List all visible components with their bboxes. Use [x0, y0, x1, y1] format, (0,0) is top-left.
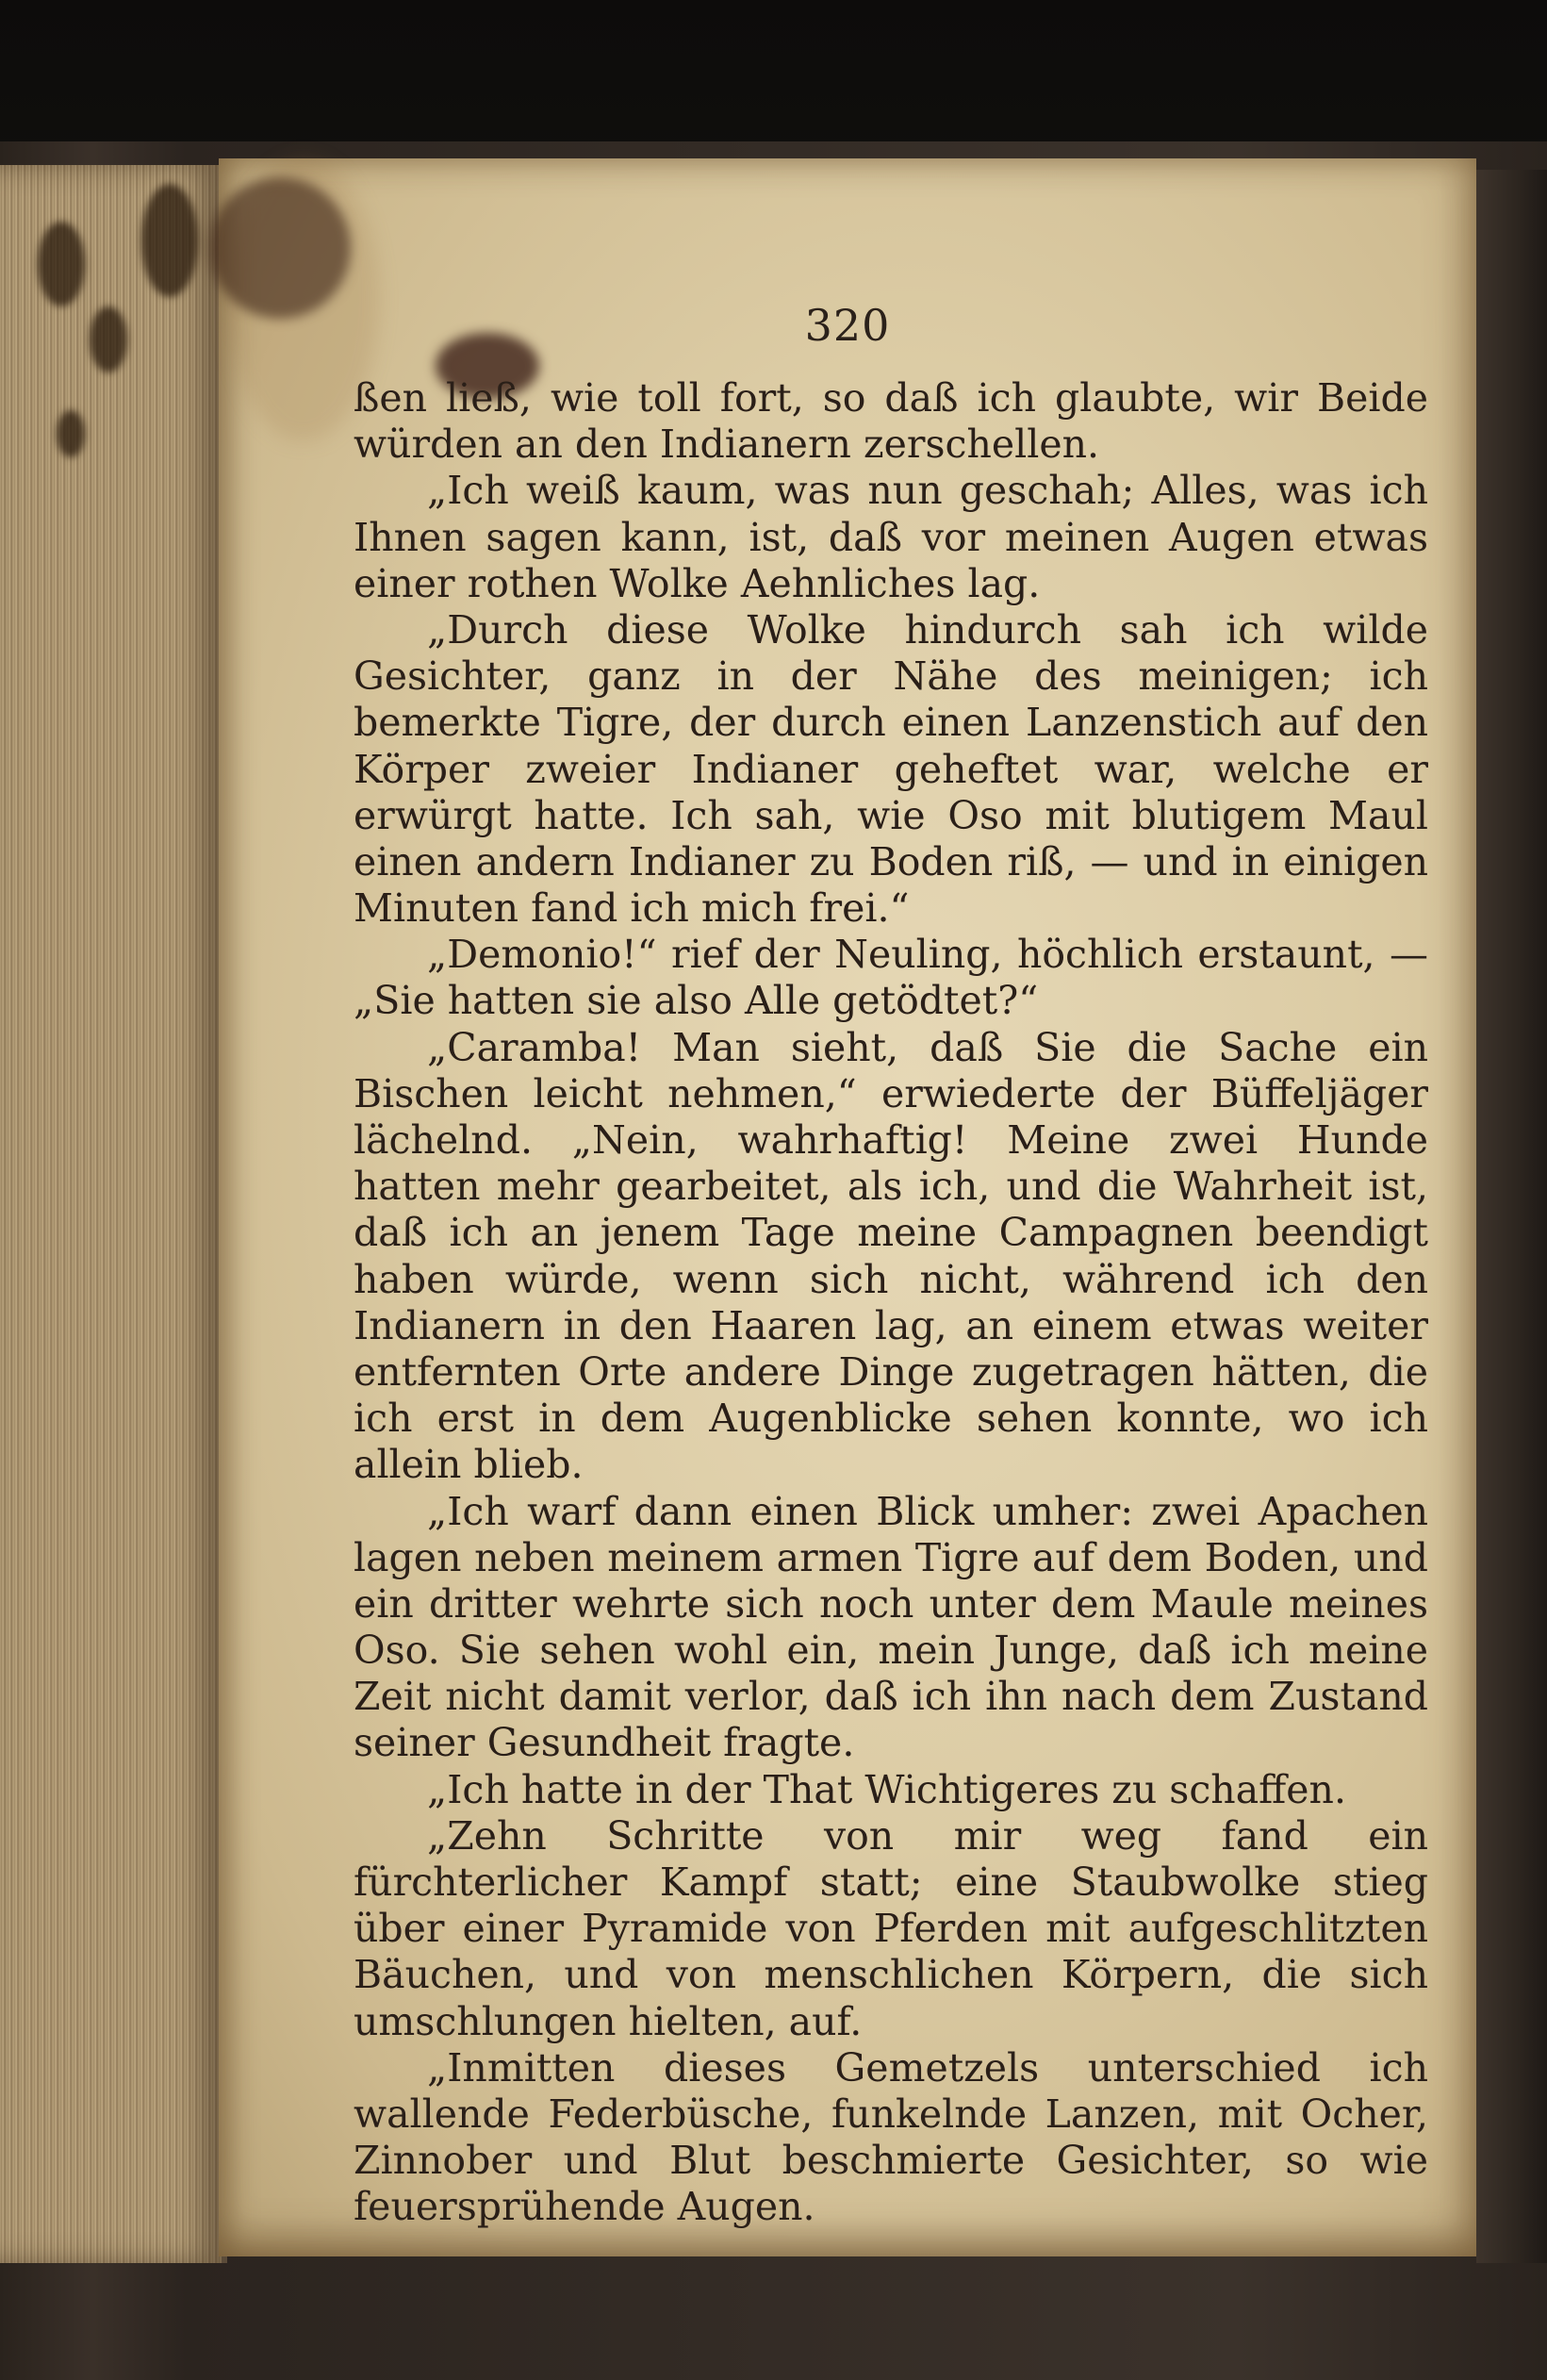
paragraph: „Inmitten dieses Gemetzels unterschied ich wallende Federbüsche, funkelnde Lanzen, mit Ocher, Zinnober und Blut beschmierte Gesichter, so wie feuersprühende Augen. — [354, 2044, 1428, 2230]
edge-stain — [38, 222, 85, 306]
page-edge-stack — [0, 165, 227, 2263]
paragraph: „Caramba! Man sieht, daß Sie die Sache ein Bischen leicht nehmen,“ erwiederte der Büffeljäger lächelnd. „Nein, wahrhaftig! Meine zwei Hunde hatten mehr gearbeitet, als ich, und die Wahrheit ist, daß ich an jenem Tage meine Campagnen beendigt haben würde, wenn sich nicht, während ich den Indianern in den Haaren lag, an einem etwas weiter entfernten Orte andere Dinge zugetragen hätten, die ich erst in dem Augenblicke sehen konnte, wo ich allein blieb. — [354, 1024, 1428, 1488]
paragraph: „Ich hatte in der That Wichtigeres zu schaffen. — [427, 1766, 1346, 1812]
body-text — [354, 375, 1428, 2231]
paragraph: „Ich weiß kaum, was nun geschah; Alles, was ich Ihnen sagen kann, ist, daß vor meinen Augen etwas einer rothen Wolke Aehnliches lag. — [354, 468, 1428, 606]
paragraph: „Demonio!“ rief der Neuling, höchlich erstaunt, — „Sie hatten sie also Alle getödtet?“ — [354, 932, 1428, 1024]
edge-stain — [57, 410, 85, 457]
edge-stain — [141, 184, 198, 297]
paragraph: ßen ließ, wie toll fort, so daß ich glaubte, wir Beide würden an den Indianern zerschellen. — [354, 375, 1428, 468]
book-page — [219, 158, 1476, 2256]
ink-stain — [209, 177, 351, 319]
book-binding-edge — [1476, 170, 1547, 2263]
paragraph: „Ich warf dann einen Blick umher: zwei Apachen lagen neben meinem armen Tigre auf dem Boden, und ein dritter wehrte sich noch unter dem Maule meines Oso. Sie sehen wohl ein, mein Junge, daß ich meine Zeit nicht damit verlor, daß ich ihn nach dem Zustand seiner Gesundheit fragte. — [354, 1488, 1428, 1766]
paragraph: „Durch diese Wolke hindurch sah ich wilde Gesichter, ganz in der Nähe des meinigen; ich bemerkte Tigre, der durch einen Lanzenstich auf den Körper zweier Indianer geheftet war, welche er erwürgt hatte. Ich sah, wie Oso mit blutigem Maul einen andern Indianer zu Boden riß, — und in einigen Minuten fand ich mich frei.“ — [354, 606, 1428, 932]
edge-stain — [90, 306, 127, 372]
paragraph: „Zehn Schritte von mir weg fand ein fürchterlicher Kampf statt; eine Staubwolke stieg über einer Pyramide von Pferden mit aufgeschlitzten Bäuchen, und von menschlichen Körpern, die sich umschlungen hielten, auf. — [354, 1812, 1428, 2044]
page-number: 320 — [804, 300, 891, 351]
